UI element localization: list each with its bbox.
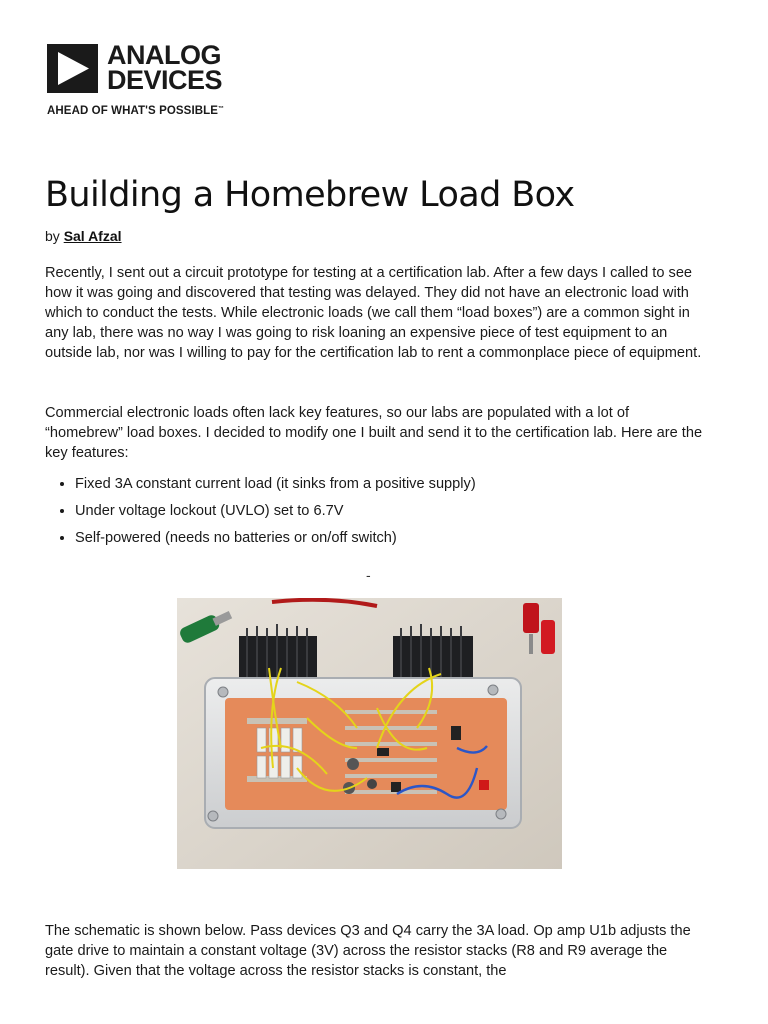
analog-devices-logo[interactable] <box>47 42 247 122</box>
logo-triangle-icon <box>47 44 98 93</box>
article-title: Building a Homebrew Load Box <box>45 175 575 215</box>
list-item: • Under voltage lockout (UVLO) set to 6.7V <box>75 501 715 521</box>
list-item: • Self-powered (needs no batteries or on/off switch) <box>75 528 715 548</box>
logo-word-analog: ANALOG <box>107 40 221 70</box>
list-item: • Fixed 3A constant current load (it sinks from a positive supply) <box>75 474 715 494</box>
byline-prefix: by <box>45 228 60 244</box>
load-box-photo <box>177 598 562 869</box>
tagline-text: AHEAD OF WHAT'S POSSIBLE <box>47 105 219 117</box>
paragraph-schematic: The schematic is shown below. Pass devices Q3 and Q4 carry the 3A load. Op amp U1b adjusts the gate drive to maintain a constant voltage (3V) across the resistor stacks (R8 and R9 average the result). Given that the voltage across the resistor stacks is constant, the <box>45 923 691 979</box>
paragraph-features-intro: Commercial electronic loads often lack key features, so our labs are populated with a lot of “homebrew” load boxes. I decided to modify one I built and send it to the certification lab. Here are the key features: <box>45 405 703 461</box>
author-link[interactable]: Sal Afzal <box>63 228 122 244</box>
logo-tagline <box>47 105 224 117</box>
separator-dash: - <box>366 567 371 583</box>
byline <box>45 228 122 244</box>
paragraph-intro: Recently, I sent out a circuit prototype for testing at a certification lab. After a few days I called to see how it was going and discovered that testing was delayed. They did not have an electronic load with which to conduct the tests. While electronic loads (we call them “load boxes”) are a common sight in any lab, there was no way I was going to risk loaning an expensive piece of test equipment to an outside lab, nor was I willing to pay for the certification lab to rent a commonplace piece of equipment. <box>45 265 702 361</box>
trademark-symbol: ™ <box>218 106 225 112</box>
features-list <box>45 474 715 555</box>
logo-word-devices: DEVICES <box>107 65 223 95</box>
